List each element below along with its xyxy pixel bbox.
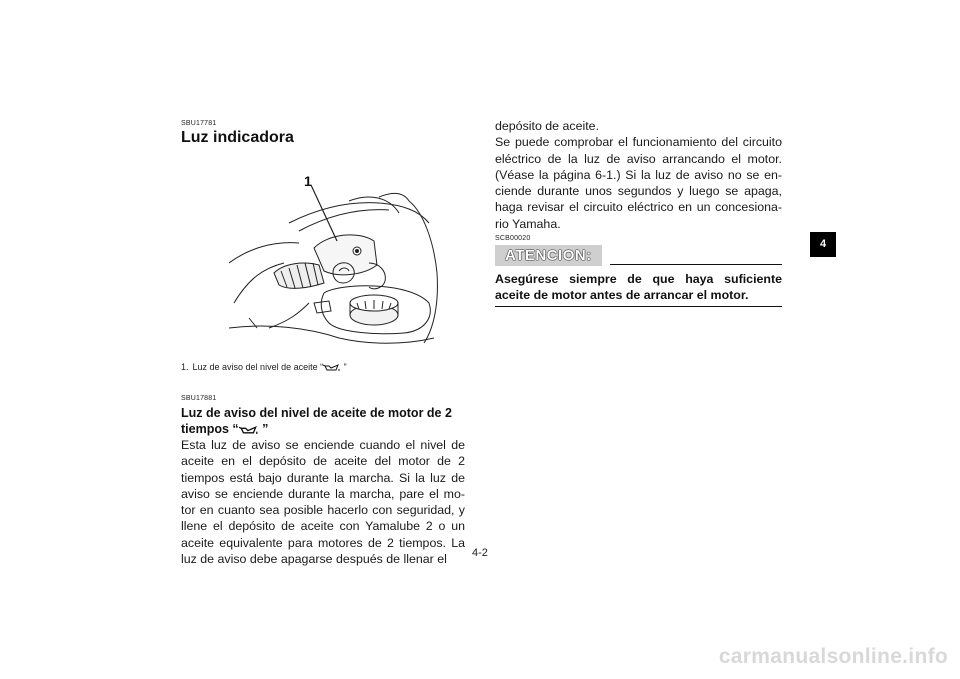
handlebar-illustration xyxy=(229,153,459,348)
subsection-title-line2-prefix: tiempos “ xyxy=(181,422,239,436)
subsection-title xyxy=(181,405,465,437)
left-column xyxy=(181,120,465,567)
watermark: carmanualsonline.info xyxy=(718,645,948,668)
caution-block xyxy=(495,235,782,307)
oil-can-icon xyxy=(323,363,341,372)
body-paragraph: Esta luz de aviso se enciende cuando el nivel de aceite en el depósito de aceite del motor de 2 tiempos está bajo durante la marcha. Si la luz de aviso se enciende durante la marcha, pare el mo-tor en cuanto sea posible hacerlo con seguridad, y llene el depósito de aceite con Yamalube 2 o un aceite equivalente para motores de 2 tiempos. La luz de aviso debe apagarse después de llenar el xyxy=(181,438,465,567)
caution-rule xyxy=(610,264,782,265)
subsection-title-line1: Luz de aviso del nivel de aceite de motor de 2 xyxy=(181,406,452,420)
caution-label: ATENCION: xyxy=(495,245,602,266)
page-number: 4-2 xyxy=(472,547,488,559)
callout-number: 1 xyxy=(304,173,312,189)
subsection-title-line2-suffix: ” xyxy=(258,422,269,436)
chapter-tab: 4 xyxy=(810,232,836,257)
body-paragraph-2: Se puede comprobar el funcionamiento del circuito eléctrico de la luz de aviso arrancando el motor. (Véase la página 6-1.) Si la luz de aviso no se en-ciende durante unos segundos y luego se apaga, haga revisar el circuito eléctrico en un concesiona-rio Yamaha. xyxy=(495,135,782,231)
figure-caption xyxy=(181,362,465,373)
section-title: Luz indicadora xyxy=(181,129,294,146)
caution-text: Asegúrese siempre de que haya suficiente aceite de motor antes de arrancar el motor. xyxy=(495,271,782,307)
section-oil-warning xyxy=(181,395,465,567)
caption-number: 1. xyxy=(181,362,189,372)
illustration xyxy=(229,153,459,348)
caution-header xyxy=(495,245,782,266)
oil-can-icon xyxy=(239,425,259,435)
caption-suffix: ” xyxy=(341,362,347,372)
caution-code: SCB00020 xyxy=(495,235,531,243)
section-code: SBU17781 xyxy=(181,120,217,127)
section-code-2: SBU17881 xyxy=(181,395,217,402)
right-column xyxy=(495,118,782,307)
continuation-text: depósito de aceite. xyxy=(495,119,600,133)
caption-prefix: Luz de aviso del nivel de aceite “ xyxy=(192,362,324,372)
